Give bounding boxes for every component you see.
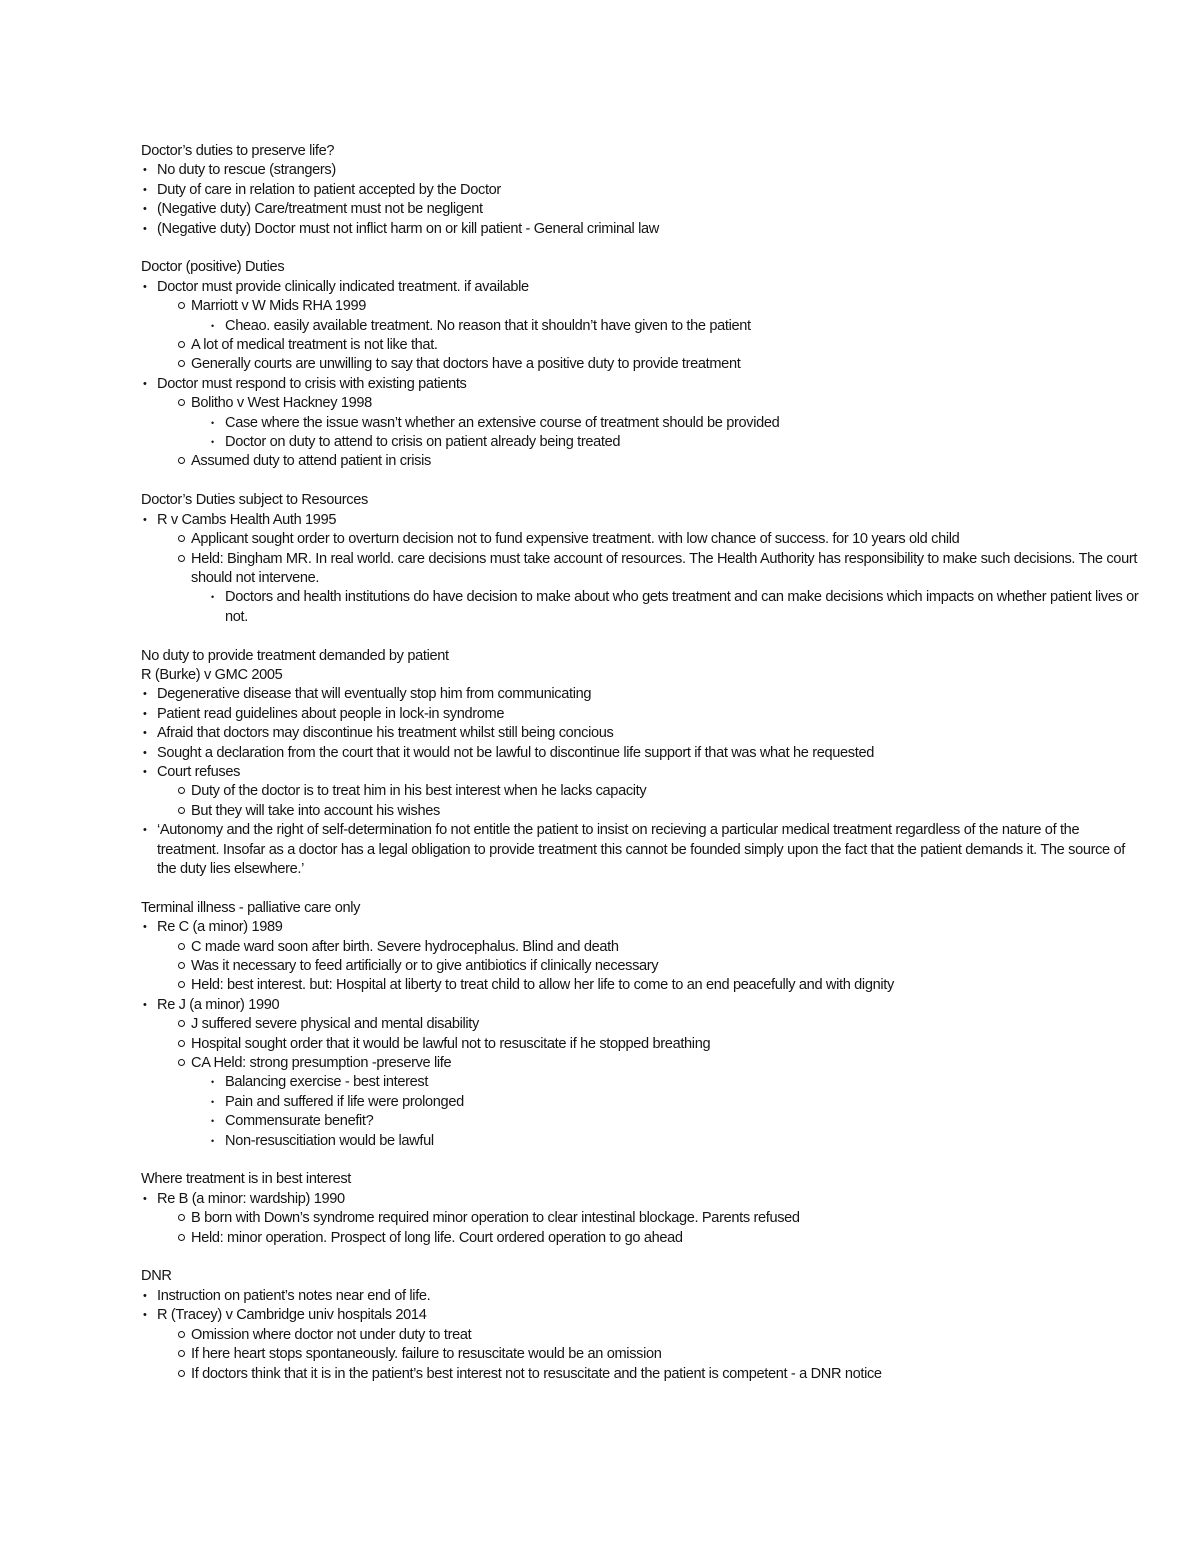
sub-sub-bullet-item bbox=[141, 1112, 1141, 1131]
bullet-text: Held: Bingham MR. In real world. care decisions must take account of resources. The Health Authority has responsibility to make such decisions. The court should not intervene. bbox=[191, 550, 1138, 586]
sub-bullet-item bbox=[141, 1035, 1141, 1054]
bullet-text: Assumed duty to attend patient in crisis bbox=[191, 453, 431, 470]
hollow-circle-bullet-icon bbox=[178, 1234, 185, 1241]
bullet-icon: • bbox=[143, 1192, 147, 1205]
sub-bullet-item bbox=[141, 957, 1141, 976]
bullet-text: Omission where doctor not under duty to treat bbox=[191, 1326, 472, 1343]
hollow-circle-bullet-icon bbox=[178, 1370, 185, 1377]
sub-sub-bullet-item bbox=[141, 588, 1141, 627]
bullet-text: But they will take into account his wishes bbox=[191, 802, 440, 819]
small-bullet-icon: • bbox=[211, 1096, 214, 1107]
hollow-circle-bullet-icon bbox=[178, 555, 185, 562]
bullet-text: A lot of medical treatment is not like that. bbox=[191, 337, 438, 354]
sub-bullet-item bbox=[141, 394, 1141, 413]
bullet-icon: • bbox=[143, 824, 147, 837]
section-heading: DNR bbox=[141, 1268, 172, 1285]
bullet-text: Marriott v W Mids RHA 1999 bbox=[191, 298, 366, 315]
bullet-item bbox=[141, 278, 1141, 297]
bullet-text: Bolitho v West Hackney 1998 bbox=[191, 395, 372, 412]
document-page bbox=[141, 142, 1141, 1384]
sub-bullet-item bbox=[141, 1015, 1141, 1034]
sub-bullet-item bbox=[141, 1365, 1141, 1384]
bullet-item bbox=[141, 996, 1141, 1015]
small-bullet-icon: • bbox=[211, 592, 214, 603]
hollow-circle-bullet-icon bbox=[178, 535, 185, 542]
bullet-item bbox=[141, 821, 1141, 879]
hollow-circle-bullet-icon bbox=[178, 1214, 185, 1221]
sub-sub-bullet-item bbox=[141, 433, 1141, 452]
bullet-text: Cheao. easily available treatment. No reason that it shouldn’t have given to the patient bbox=[225, 317, 751, 334]
sub-sub-bullet-item bbox=[141, 414, 1141, 433]
section-spacer bbox=[141, 472, 1141, 491]
sub-sub-bullet-item bbox=[141, 1132, 1141, 1151]
bullet-text: J suffered severe physical and mental disability bbox=[191, 1016, 479, 1033]
sub-sub-bullet-item bbox=[141, 317, 1141, 336]
bullet-item bbox=[141, 1190, 1141, 1209]
hollow-circle-bullet-icon bbox=[178, 341, 185, 348]
sub-sub-bullet-item bbox=[141, 1093, 1141, 1112]
bullet-text: (Negative duty) Doctor must not inflict harm on or kill patient - General criminal law bbox=[157, 220, 659, 237]
bullet-icon: • bbox=[143, 1309, 147, 1322]
bullet-text: Court refuses bbox=[157, 763, 241, 780]
bullet-icon: • bbox=[143, 765, 147, 778]
hollow-circle-bullet-icon bbox=[178, 943, 185, 950]
hollow-circle-bullet-icon bbox=[178, 962, 185, 969]
bullet-text: Afraid that doctors may discontinue his treatment whilst still being concious bbox=[157, 725, 614, 742]
bullet-icon: • bbox=[143, 183, 147, 196]
sub-sub-bullet-item bbox=[141, 1073, 1141, 1092]
section-spacer bbox=[141, 879, 1141, 898]
bullet-text: Case where the issue wasn’t whether an extensive course of treatment should be provided bbox=[225, 414, 780, 431]
section-heading: Terminal illness - palliative care only bbox=[141, 899, 361, 916]
hollow-circle-bullet-icon bbox=[178, 1020, 185, 1027]
bullet-icon: • bbox=[143, 164, 147, 177]
bullet-item bbox=[141, 918, 1141, 937]
bullet-icon: • bbox=[143, 222, 147, 235]
bullet-text: Re C (a minor) 1989 bbox=[157, 919, 283, 936]
bullet-item bbox=[141, 724, 1141, 743]
bullet-text: Doctor must respond to crisis with existing patients bbox=[157, 375, 467, 392]
hollow-circle-bullet-icon bbox=[178, 1350, 185, 1357]
bullet-text: Applicant sought order to overturn decision not to fund expensive treatment. with low chance of success. for 10 years old child bbox=[191, 531, 960, 548]
bullet-icon: • bbox=[143, 921, 147, 934]
bullet-item bbox=[141, 705, 1141, 724]
bullet-text: Generally courts are unwilling to say that doctors have a positive duty to provide treatment bbox=[191, 356, 741, 373]
bullet-icon: • bbox=[143, 998, 147, 1011]
section-heading: Where treatment is in best interest bbox=[141, 1171, 351, 1188]
sub-bullet-item bbox=[141, 1229, 1141, 1248]
sub-bullet-item bbox=[141, 452, 1141, 471]
bullet-text: R (Tracey) v Cambridge univ hospitals 2014 bbox=[157, 1307, 427, 1324]
bullet-item bbox=[141, 161, 1141, 180]
sub-bullet-item bbox=[141, 1345, 1141, 1364]
sub-bullet-item bbox=[141, 530, 1141, 549]
section-heading: No duty to provide treatment demanded by patient bbox=[141, 647, 449, 664]
sub-bullet-item bbox=[141, 550, 1141, 589]
bullet-icon: • bbox=[143, 727, 147, 740]
bullet-text: Instruction on patient’s notes near end of life. bbox=[157, 1287, 431, 1304]
hollow-circle-bullet-icon bbox=[178, 1331, 185, 1338]
bullet-item bbox=[141, 200, 1141, 219]
bullet-text: Non-resuscitiation would be lawful bbox=[225, 1132, 434, 1149]
bullet-icon: • bbox=[143, 203, 147, 216]
bullet-item bbox=[141, 744, 1141, 763]
bullet-item bbox=[141, 1306, 1141, 1325]
bullet-icon: • bbox=[143, 377, 147, 390]
bullet-text: C made ward soon after birth. Severe hydrocephalus. Blind and death bbox=[191, 938, 619, 955]
bullet-item bbox=[141, 181, 1141, 200]
sub-bullet-item bbox=[141, 1326, 1141, 1345]
bullet-text: Re B (a minor: wardship) 1990 bbox=[157, 1190, 345, 1207]
hollow-circle-bullet-icon bbox=[178, 807, 185, 814]
hollow-circle-bullet-icon bbox=[178, 1040, 185, 1047]
bullet-text: R v Cambs Health Auth 1995 bbox=[157, 511, 337, 528]
case-subheading: R (Burke) v GMC 2005 bbox=[141, 666, 283, 683]
hollow-circle-bullet-icon bbox=[178, 457, 185, 464]
sub-bullet-item bbox=[141, 802, 1141, 821]
hollow-circle-bullet-icon bbox=[178, 787, 185, 794]
hollow-circle-bullet-icon bbox=[178, 399, 185, 406]
bullet-text: ‘Autonomy and the right of self-determination fo not entitle the patient to insist on recieving a particular medical treatment regardless of the nature of the treatment. Insofar as a doctor has a legal obligation to provide treatment this cannot be founded simply upon the fact that the patient demands it. The source of the duty lies elsewhere.’ bbox=[157, 822, 1126, 877]
bullet-icon: • bbox=[143, 688, 147, 701]
bullet-text: Hospital sought order that it would be lawful not to resuscitate if he stopped breathing bbox=[191, 1035, 711, 1052]
section-spacer bbox=[141, 627, 1141, 646]
bullet-text: Degenerative disease that will eventually stop him from communicating bbox=[157, 686, 592, 703]
small-bullet-icon: • bbox=[211, 1077, 214, 1088]
hollow-circle-bullet-icon bbox=[178, 360, 185, 367]
bullet-text: If doctors think that it is in the patient’s best interest not to resuscitate and the patient is competent - a DNR notice bbox=[191, 1365, 882, 1382]
section-heading: Doctor’s Duties subject to Resources bbox=[141, 492, 368, 509]
sub-bullet-item bbox=[141, 938, 1141, 957]
bullet-text: Balancing exercise - best interest bbox=[225, 1074, 429, 1091]
sub-bullet-item bbox=[141, 336, 1141, 355]
small-bullet-icon: • bbox=[211, 437, 214, 448]
small-bullet-icon: • bbox=[211, 320, 214, 331]
bullet-item bbox=[141, 511, 1141, 530]
bullet-text: (Negative duty) Care/treatment must not be negligent bbox=[157, 201, 483, 218]
section-spacer bbox=[141, 239, 1141, 258]
bullet-item bbox=[141, 1287, 1141, 1306]
sub-bullet-item bbox=[141, 355, 1141, 374]
section-heading: Doctor’s duties to preserve life? bbox=[141, 143, 335, 159]
small-bullet-icon: • bbox=[211, 1116, 214, 1127]
bullet-text: Re J (a minor) 1990 bbox=[157, 996, 280, 1013]
bullet-text: Held: best interest. but: Hospital at liberty to treat child to allow her life to come to an end peacefully and with dignity bbox=[191, 977, 894, 994]
sub-bullet-item bbox=[141, 1209, 1141, 1228]
hollow-circle-bullet-icon bbox=[178, 302, 185, 309]
section-heading: Doctor (positive) Duties bbox=[141, 259, 285, 276]
bullet-text: Doctor must provide clinically indicated treatment. if available bbox=[157, 278, 529, 295]
bullet-item bbox=[141, 685, 1141, 704]
sub-bullet-item bbox=[141, 297, 1141, 316]
bullet-text: Patient read guidelines about people in lock-in syndrome bbox=[157, 705, 505, 722]
hollow-circle-bullet-icon bbox=[178, 981, 185, 988]
bullet-text: Doctor on duty to attend to crisis on patient already being treated bbox=[225, 434, 621, 451]
bullet-item bbox=[141, 220, 1141, 239]
bullet-text: Doctors and health institutions do have decision to make about who gets treatment and can make decisions which impacts on whether patient lives or not. bbox=[225, 589, 1139, 625]
bullet-text: Duty of the doctor is to treat him in his best interest when he lacks capacity bbox=[191, 783, 647, 800]
bullet-icon: • bbox=[143, 707, 147, 720]
bullet-item bbox=[141, 763, 1141, 782]
bullet-icon: • bbox=[143, 746, 147, 759]
bullet-text: If here heart stops spontaneously. failure to resuscitate would be an omission bbox=[191, 1346, 662, 1363]
bullet-text: Duty of care in relation to patient accepted by the Doctor bbox=[157, 181, 501, 198]
bullet-text: B born with Down’s syndrome required minor operation to clear intestinal blockage. Parents refused bbox=[191, 1210, 800, 1227]
small-bullet-icon: • bbox=[211, 417, 214, 428]
section-spacer bbox=[141, 1151, 1141, 1170]
bullet-text: Held: minor operation. Prospect of long life. Court ordered operation to go ahead bbox=[191, 1229, 683, 1246]
bullet-text: CA Held: strong presumption -preserve life bbox=[191, 1055, 452, 1072]
bullet-text: No duty to rescue (strangers) bbox=[157, 162, 336, 179]
small-bullet-icon: • bbox=[211, 1135, 214, 1146]
bullet-text: Commensurate benefit? bbox=[225, 1113, 374, 1130]
sub-bullet-item bbox=[141, 782, 1141, 801]
hollow-circle-bullet-icon bbox=[178, 1059, 185, 1066]
sub-bullet-item bbox=[141, 976, 1141, 995]
bullet-icon: • bbox=[143, 1289, 147, 1302]
bullet-text: Sought a declaration from the court that it would not be lawful to discontinue life support if that was what he requested bbox=[157, 744, 874, 761]
bullet-text: Pain and suffered if life were prolonged bbox=[225, 1093, 464, 1110]
bullet-icon: • bbox=[143, 280, 147, 293]
sub-bullet-item bbox=[141, 1054, 1141, 1073]
bullet-icon: • bbox=[143, 513, 147, 526]
bullet-item bbox=[141, 375, 1141, 394]
section-spacer bbox=[141, 1248, 1141, 1267]
bullet-text: Was it necessary to feed artificially or to give antibiotics if clinically necessary bbox=[191, 958, 659, 974]
